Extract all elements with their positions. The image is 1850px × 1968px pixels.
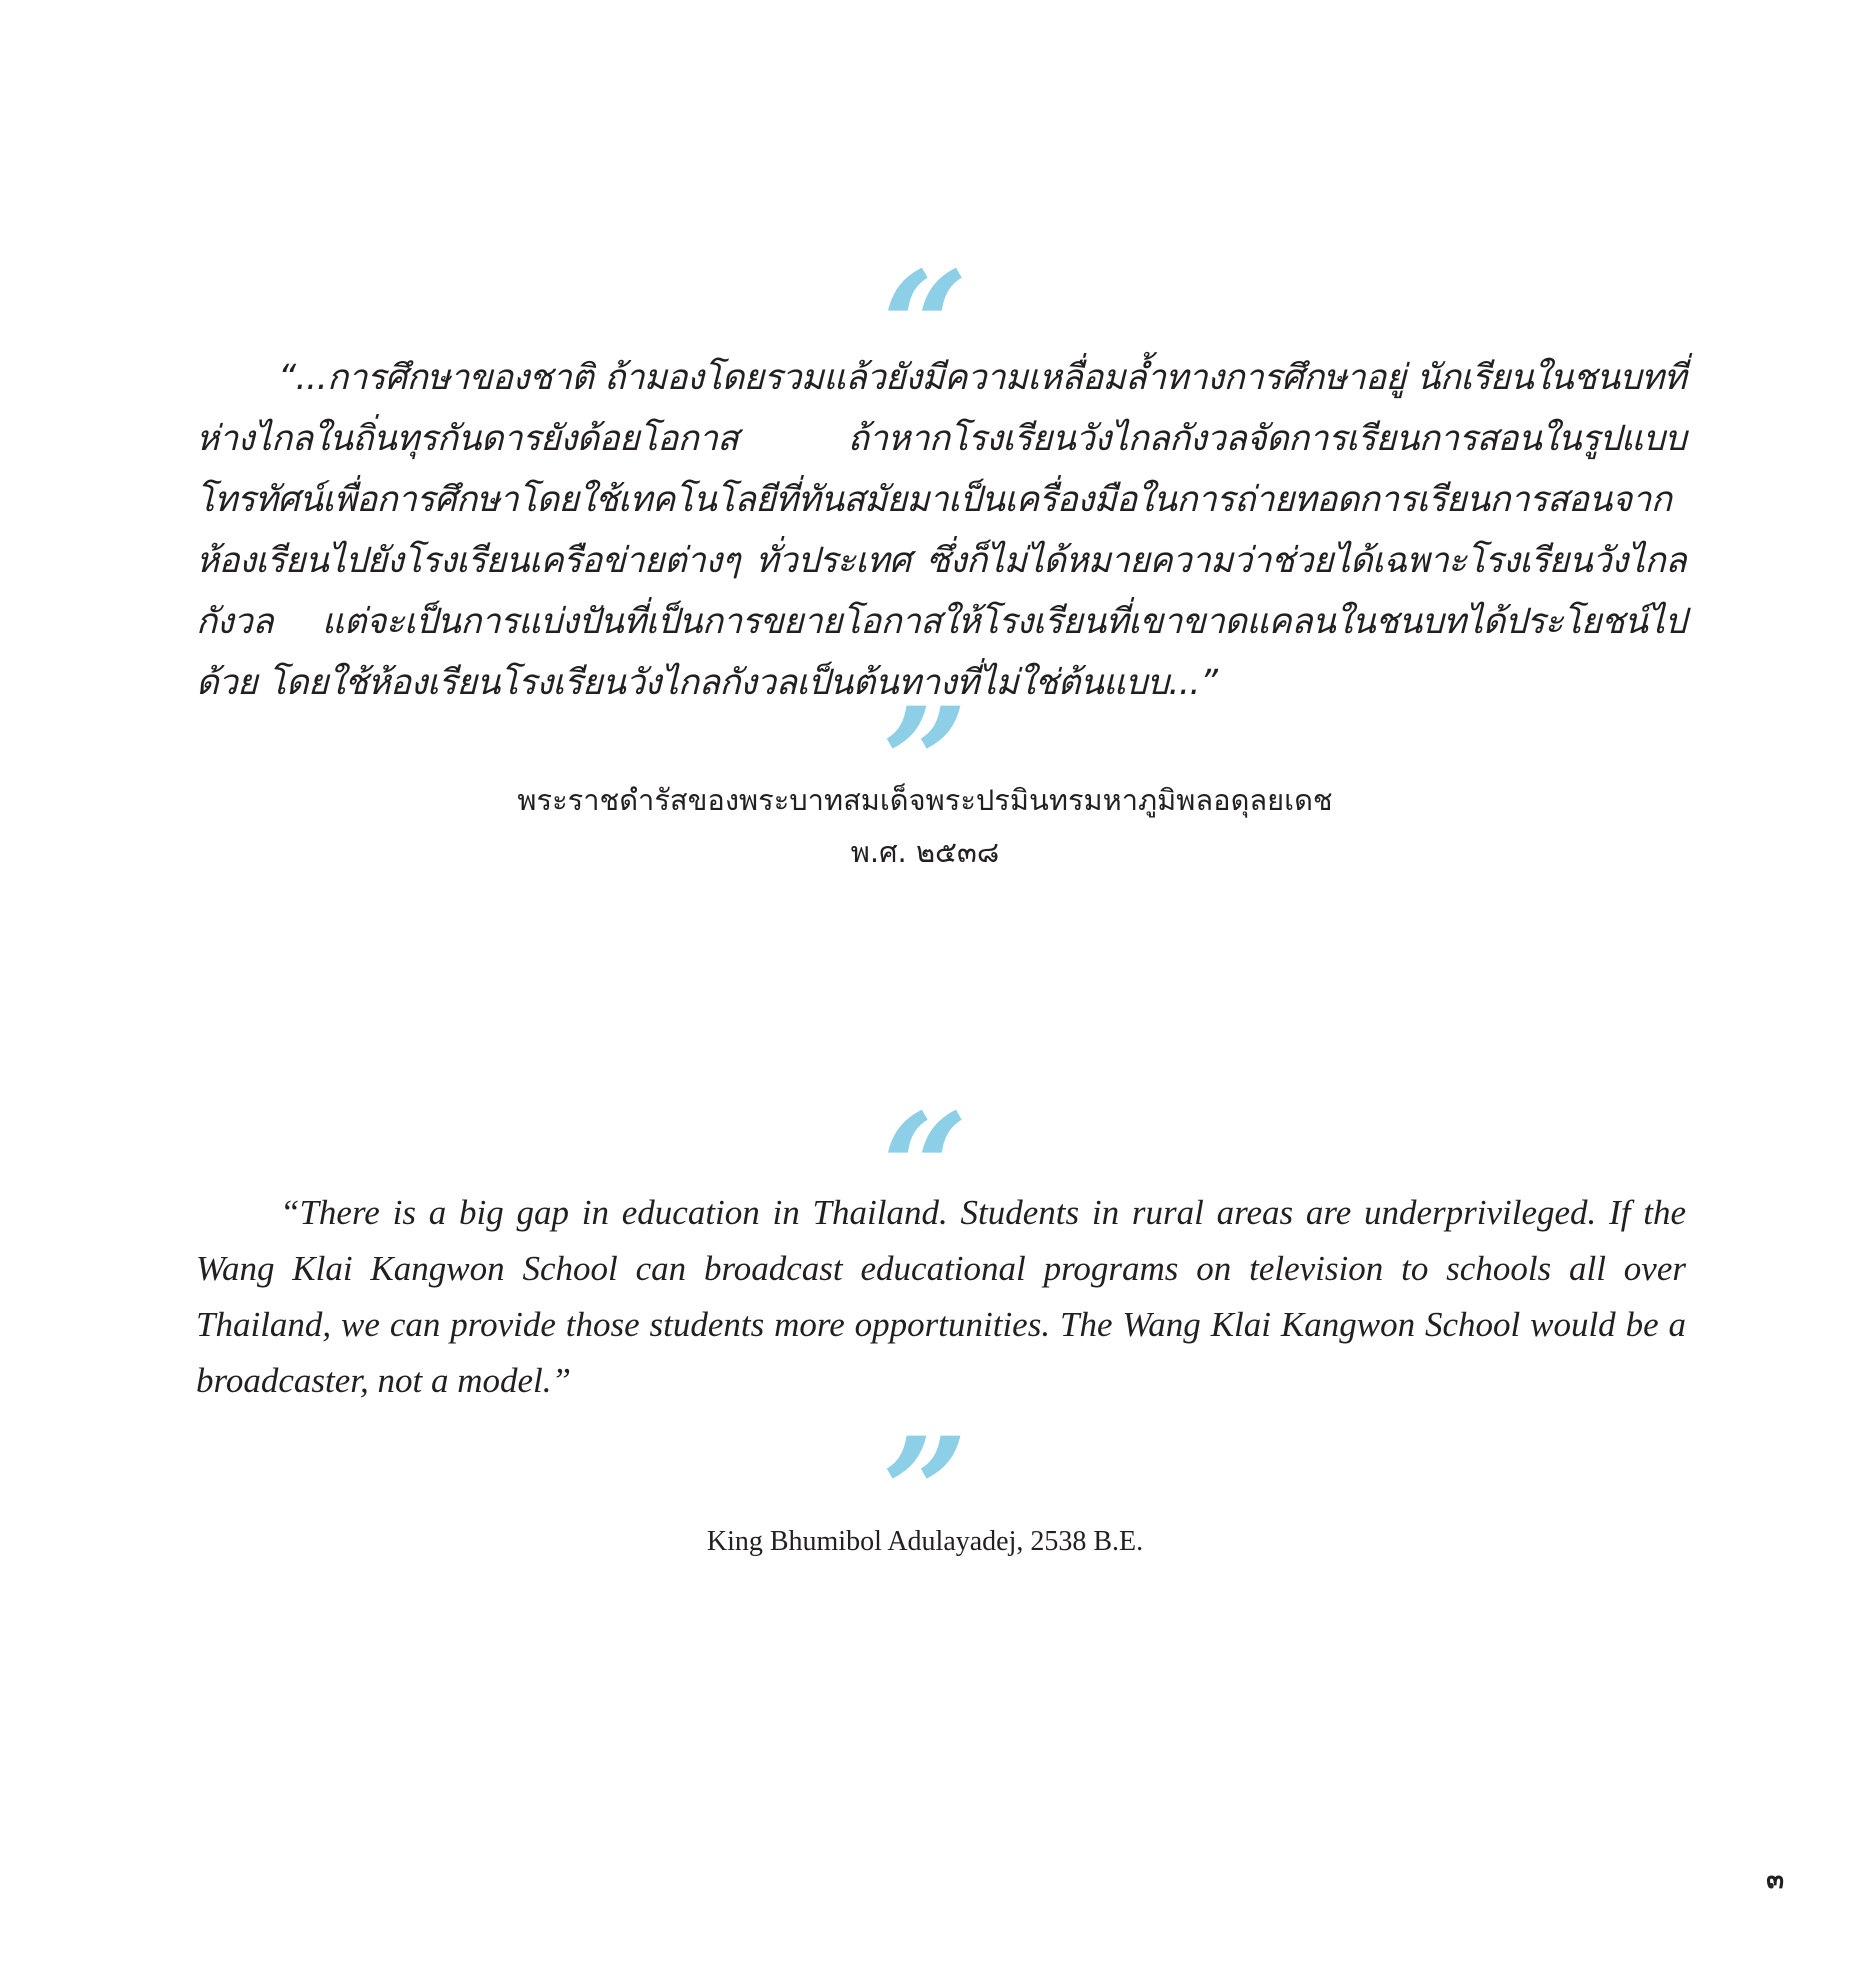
- thai-open-quote-mark: “: [881, 239, 969, 415]
- english-quote-text: “There is a big gap in education in Thailand. Students in rural areas are underprivileged. If the Wang Klai Kangwon School can broadcast educational programs on television to schools all over Thailand, we can provide those students more opportunities. The Wang Klai Kangwon School would be a broadcaster, not a model.”: [196, 1193, 1686, 1400]
- thai-attribution-year: พ.ศ. ๒๕๓๘: [850, 835, 1000, 869]
- thai-quote-text: “...การศึกษาของชาติ ถ้ามองโดยรวมแล้วยังมีความเหลื่อมล้ำทางการศึกษาอยู่ นักเรียนในชนบทที่ห่างไกลในถิ่นทุรกันดารยังด้อยโอกาส ถ้าหากโรงเรียนวังไกลกังวลจัดการเรียนการสอนในรูปแบบโทรทัศน์เพื่อการศึกษาโดยใช้เทคโนโลยีที่ทันสมัยมาเป็นเครื่องมือในการถ่ายทอดการเรียนการสอนจากห้องเรียนไปยังโรงเรียนเครือข่ายต่างๆ ทั่วประเทศ ซึ่งก็ไม่ได้หมายความว่าช่วยได้เฉพาะโรงเรียนวังไกลกังวล แต่จะเป็นการแบ่งปันที่เป็นการขยายโอกาสให้โรงเรียนที่เขาขาดแคลนในชนบทได้ประโยชน์ไปด้วย โดยใช้ห้องเรียนโรงเรียนวังไกลกังวลเป็นต้นทางที่ไม่ใช่ต้นแบบ...”: [196, 358, 1686, 703]
- english-close-quote-mark: ”: [881, 1405, 969, 1581]
- english-open-quote-mark: “: [881, 1081, 969, 1257]
- thai-attribution-name: พระราชดำรัสของพระบาทสมเด็จพระปรมินทรมหาภูมิพลอดุลยเดช: [517, 783, 1333, 817]
- english-attribution: King Bhumibol Adulayadej, 2538 B.E.: [706, 1526, 1144, 1557]
- thai-close-quote-mark: ”: [881, 675, 969, 851]
- page-number: ๓: [1766, 1865, 1784, 1895]
